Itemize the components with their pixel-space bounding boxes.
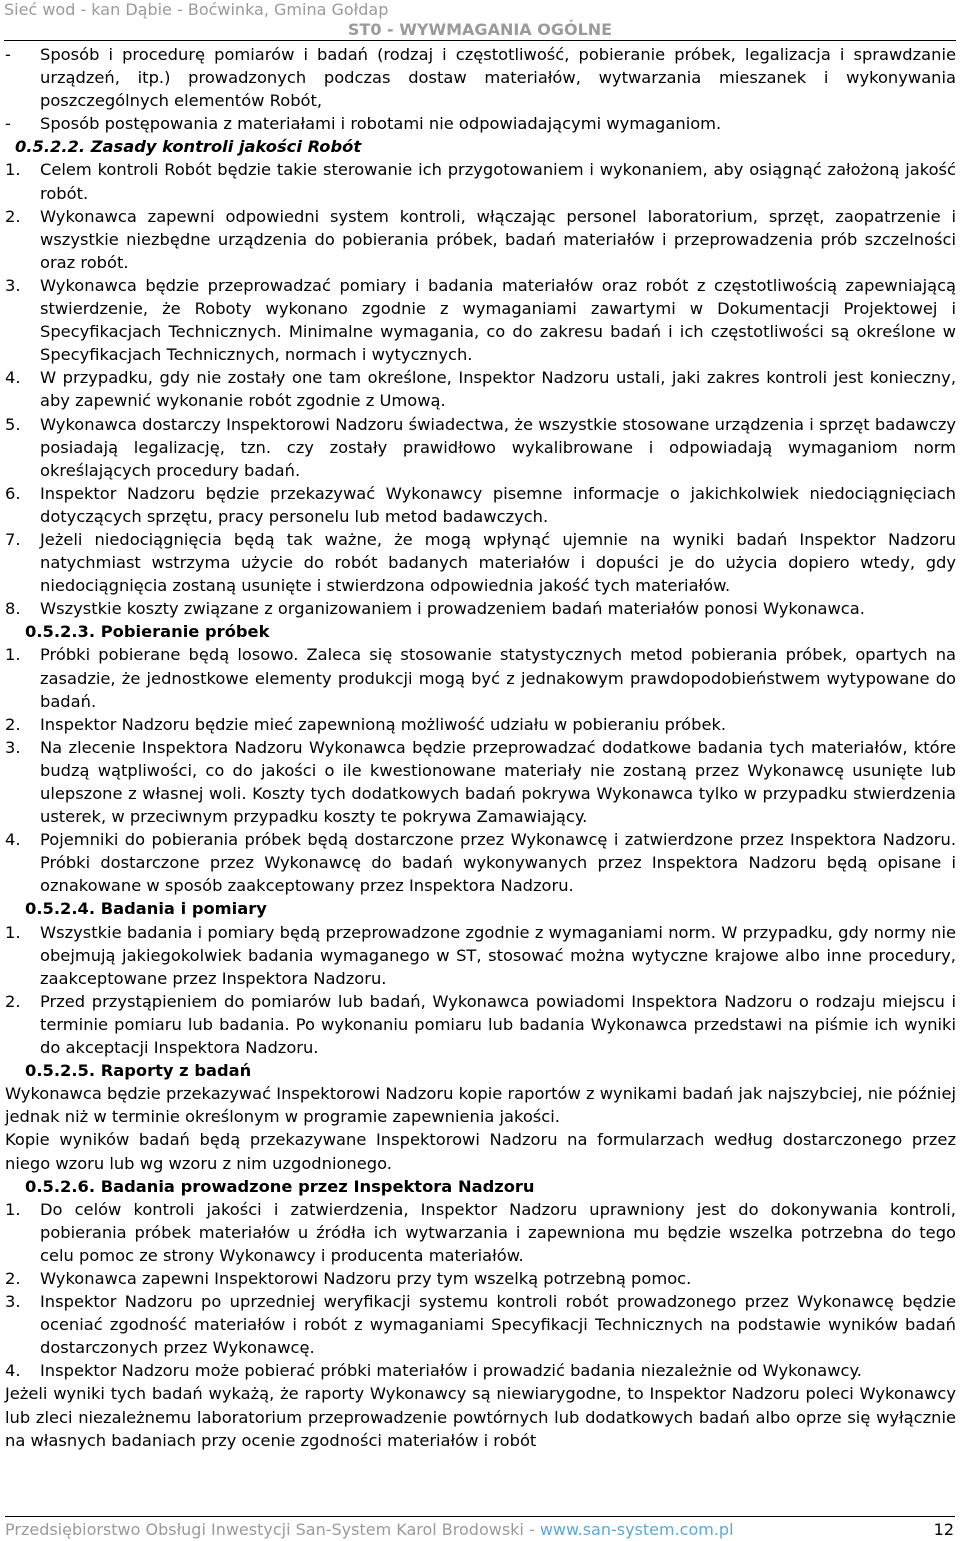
document-body xyxy=(5,43,956,1452)
list-item xyxy=(5,274,956,366)
website-link[interactable]: www.san-system.com.pl xyxy=(539,1520,734,1539)
item-text: Wykonawca zapewni odpowiedni system kontroli, włączając personel laboratorium, sprzęt, zaopatrzenie i wszystkie niezbędne urządzenia do pobierania próbek, badań materiałów i przeprowadzenia prób szczelności oraz robót. xyxy=(40,206,956,272)
item-number: 7. xyxy=(5,529,21,549)
list-item xyxy=(5,528,956,597)
list-item xyxy=(5,413,956,482)
list-item xyxy=(5,1359,956,1382)
list-item xyxy=(5,1290,956,1359)
page-number: 12 xyxy=(933,1520,954,1539)
item-text: W przypadku, gdy nie zostały one tam określone, Inspektor Nadzoru ustali, jaki zakres kontroli jest konieczny, aby zapewnić wykonanie robót zgodnie z Umową. xyxy=(40,368,956,411)
item-number: 2. xyxy=(5,206,21,226)
item-text: Na zlecenie Inspektora Nadzoru Wykonawca będzie przeprowadzać dodatkowe badania tych materiałów, które budzą wątpliwości, co do jakości o ile kwestionowane materiały nie zostaną przez Wykonawcę usunięte lub ulepszone z własnej woli. Koszty tych dodatkowych badań pokrywa Wykonawca tylko w przypadku stwierdzenia usterek, w przeciwnym przypadku koszty te pokrywa Zamawiający. xyxy=(40,737,956,827)
item-text: Inspektor Nadzoru będzie mieć zapewnioną możliwość udziału w pobieraniu próbek. xyxy=(40,714,727,734)
item-number: 2. xyxy=(5,1268,21,1288)
item-number: 2. xyxy=(5,991,21,1011)
list-item xyxy=(5,713,956,736)
item-number: 4. xyxy=(5,830,21,850)
bullet-text: Sposób i procedurę pomiarów i badań (rodzaj i częstotliwość, pobieranie próbek, legalizacja i sprawdzanie urządzeń, itp.) prowadzonych podczas dostaw materiałów, wytwarzania mieszanek i wykonywania poszczególnych elementów Robót, xyxy=(40,45,956,111)
header-rule xyxy=(4,40,956,41)
item-number: 8. xyxy=(5,599,21,619)
list-item xyxy=(5,158,956,204)
item-text: Celem kontroli Robót będzie takie sterowanie ich przygotowaniem i wykonaniem, aby osiągnąć założoną jakość robót. xyxy=(40,160,956,203)
item-text: Wykonawca dostarczy Inspektorowi Nadzoru świadectwa, że wszystkie stosowane urządzenia i sprzęt badawczy posiadają legalizację, tzn. czy zostały prawidłowo wykalibrowane i odpowiadają wymaganiom norm określających procedury badań. xyxy=(40,414,956,480)
list-item xyxy=(5,1267,956,1290)
document-title: Sieć wod - kan Dąbie - Boćwinka, Gmina Gołdap xyxy=(4,0,389,19)
paragraph: Wykonawca będzie przekazywać Inspektorowi Nadzoru kopie raportów z wynikami badań jak najszybciej, nie później jednak niż w terminie określonym w programie zapewnienia jakości. xyxy=(5,1084,956,1127)
bullet-marker: - xyxy=(5,45,11,64)
footer-company xyxy=(5,1520,734,1540)
item-number: 4. xyxy=(5,1361,21,1381)
item-number: 1. xyxy=(5,160,21,180)
section-heading: 0.5.2.4. Badania i pomiary xyxy=(25,899,267,919)
list-item xyxy=(5,597,956,620)
bullet-text: Sposób postępowania z materiałami i robotami nie odpowiadającymi wymaganiom. xyxy=(40,114,722,134)
bullet-item xyxy=(5,112,956,135)
document-subtitle: ST0 - WYWMAGANIA OGÓLNE xyxy=(347,20,613,39)
item-number: 1. xyxy=(5,922,21,942)
item-text: Wszystkie badania i pomiary będą przeprowadzone zgodnie z wymaganiami norm. W przypadku, gdy normy nie obejmują jakiegokolwiek badania wymaganego w ST, stosować można wytyczne krajowe albo inne procedury, zaakceptowane przez Inspektora Nadzoru. xyxy=(40,922,956,988)
paragraph: Jeżeli wyniki tych badań wykażą, że raporty Wykonawcy są niewiarygodne, to Inspektor Nadzoru poleci Wykonawcy lub zleci niezależnemu laboratorium przeprowadzenie powtórnych lub dodatkowych badań albo oprze się wyłącznie na własnych badaniach przy ocenie zgodności materiałów i robót xyxy=(5,1384,956,1450)
item-number: 1. xyxy=(5,1199,21,1219)
section-heading: 0.5.2.2. Zasady kontroli jakości Robót xyxy=(15,137,362,157)
list-item xyxy=(5,921,956,990)
item-number: 5. xyxy=(5,414,21,434)
item-number: 3. xyxy=(5,737,21,757)
item-number: 3. xyxy=(5,1292,21,1312)
list-item xyxy=(5,828,956,897)
section-heading: 0.5.2.5. Raporty z badań xyxy=(25,1061,252,1081)
list-item xyxy=(5,482,956,528)
list-item xyxy=(5,205,956,274)
section-heading: 0.5.2.3. Pobieranie próbek xyxy=(25,622,270,642)
section-heading: 0.5.2.6. Badania prowadzone przez Inspektora Nadzoru xyxy=(25,1176,535,1196)
item-text: Wykonawca będzie przeprowadzać pomiary i badania materiałów oraz robót z częstotliwością zapewniającą stwierdzenie, że Roboty wykonano zgodnie z wymaganiami zawartymi w Dokumentacji Projektowej i Specyfikacjach Technicznych. Minimalne wymagania, co do zakresu badań i ich częstotliwości są określone w Specyfikacjach Technicznych, normach i wytycznych. xyxy=(40,275,956,365)
item-text: Przed przystąpieniem do pomiarów lub badań, Wykonawca powiadomi Inspektora Nadzoru o rodzaju miejscu i terminie pomiaru lub badania. Po wykonaniu pomiaru lub badania Wykonawca przedstawi na piśmie ich wyniki do akceptacji Inspektora Nadzoru. xyxy=(40,991,956,1058)
list-item xyxy=(5,366,956,412)
item-number: 6. xyxy=(5,483,21,503)
item-text: Inspektor Nadzoru po uprzedniej weryfikacji systemu kontroli robót prowadzonego przez Wykonawcę będzie oceniać zgodność materiałów i robót z wymaganiami Specyfikacji Technicznych na podstawie wyników badań dostarczonych przez Wykonawcę. xyxy=(40,1292,956,1358)
item-number: 1. xyxy=(5,645,21,665)
item-text: Inspektor Nadzoru może pobierać próbki materiałów i prowadzić badania niezależnie od Wykonawcy. xyxy=(40,1361,862,1381)
item-text: Jeżeli niedociągnięcia będą tak ważne, że mogą wpłynąć ujemnie na wyniki badań Inspektor Nadzoru natychmiast wstrzyma użycie do robót badanych materiałów i dopuści je do użycia dopiero wtedy, gdy niedociągnięcia zostaną usunięte i stwierdzona odpowiednia jakość tych materiałów. xyxy=(40,529,956,596)
list-item xyxy=(5,643,956,712)
item-number: 2. xyxy=(5,714,21,734)
list-item xyxy=(5,990,956,1059)
page-header xyxy=(0,0,960,40)
bullet-item xyxy=(5,43,956,112)
list-item xyxy=(5,736,956,828)
bullet-marker: - xyxy=(5,114,11,134)
company-name: Przedsiębiorstwo Obsługi Inwestycji San-System Karol Brodowski - xyxy=(5,1520,540,1539)
item-text: Pojemniki do pobierania próbek będą dostarczone przez Wykonawcę i zatwierdzone przez Inspektora Nadzoru. Próbki dostarczone przez Wykonawcę do badań wykonywanych przez Inspektora Nadzoru będą opisane i oznakowane w sposób zaakceptowany przez Inspektora Nadzoru. xyxy=(40,830,956,896)
list-item xyxy=(5,1198,956,1267)
footer-rule xyxy=(5,1516,955,1517)
item-text: Wszystkie koszty związane z organizowaniem i prowadzeniem badań materiałów ponosi Wykonawca. xyxy=(40,599,865,619)
item-text: Do celów kontroli jakości i zatwierdzenia, Inspektor Nadzoru uprawniony jest do dokonywania kontroli, pobierania próbek materiałów u źródła ich wytwarzania i zapewniona mu będzie wszelka potrzebna do tego celu pomoc ze strony Wykonawcy i producenta materiałów. xyxy=(40,1199,956,1265)
item-number: 3. xyxy=(5,275,21,295)
item-text: Wykonawca zapewni Inspektorowi Nadzoru przy tym wszelką potrzebną pomoc. xyxy=(40,1268,692,1288)
item-number: 4. xyxy=(5,368,21,388)
item-text: Inspektor Nadzoru będzie przekazywać Wykonawcy pisemne informacje o jakichkolwiek niedociągnięciach dotyczących sprzętu, pracy personelu lub metod badawczych. xyxy=(40,483,956,526)
paragraph: Kopie wyników badań będą przekazywane Inspektorowi Nadzoru na formularzach według dostarczonego przez niego wzoru lub wg wzoru z nim uzgodnionego. xyxy=(5,1130,956,1173)
item-text: Próbki pobierane będą losowo. Zaleca się stosowanie statystycznych metod pobierania próbek, opartych na zasadzie, że jednostkowe elementy produkcji mogą być z jednakowym prawdopodobieństwem wytypowane do badań. xyxy=(40,645,956,711)
